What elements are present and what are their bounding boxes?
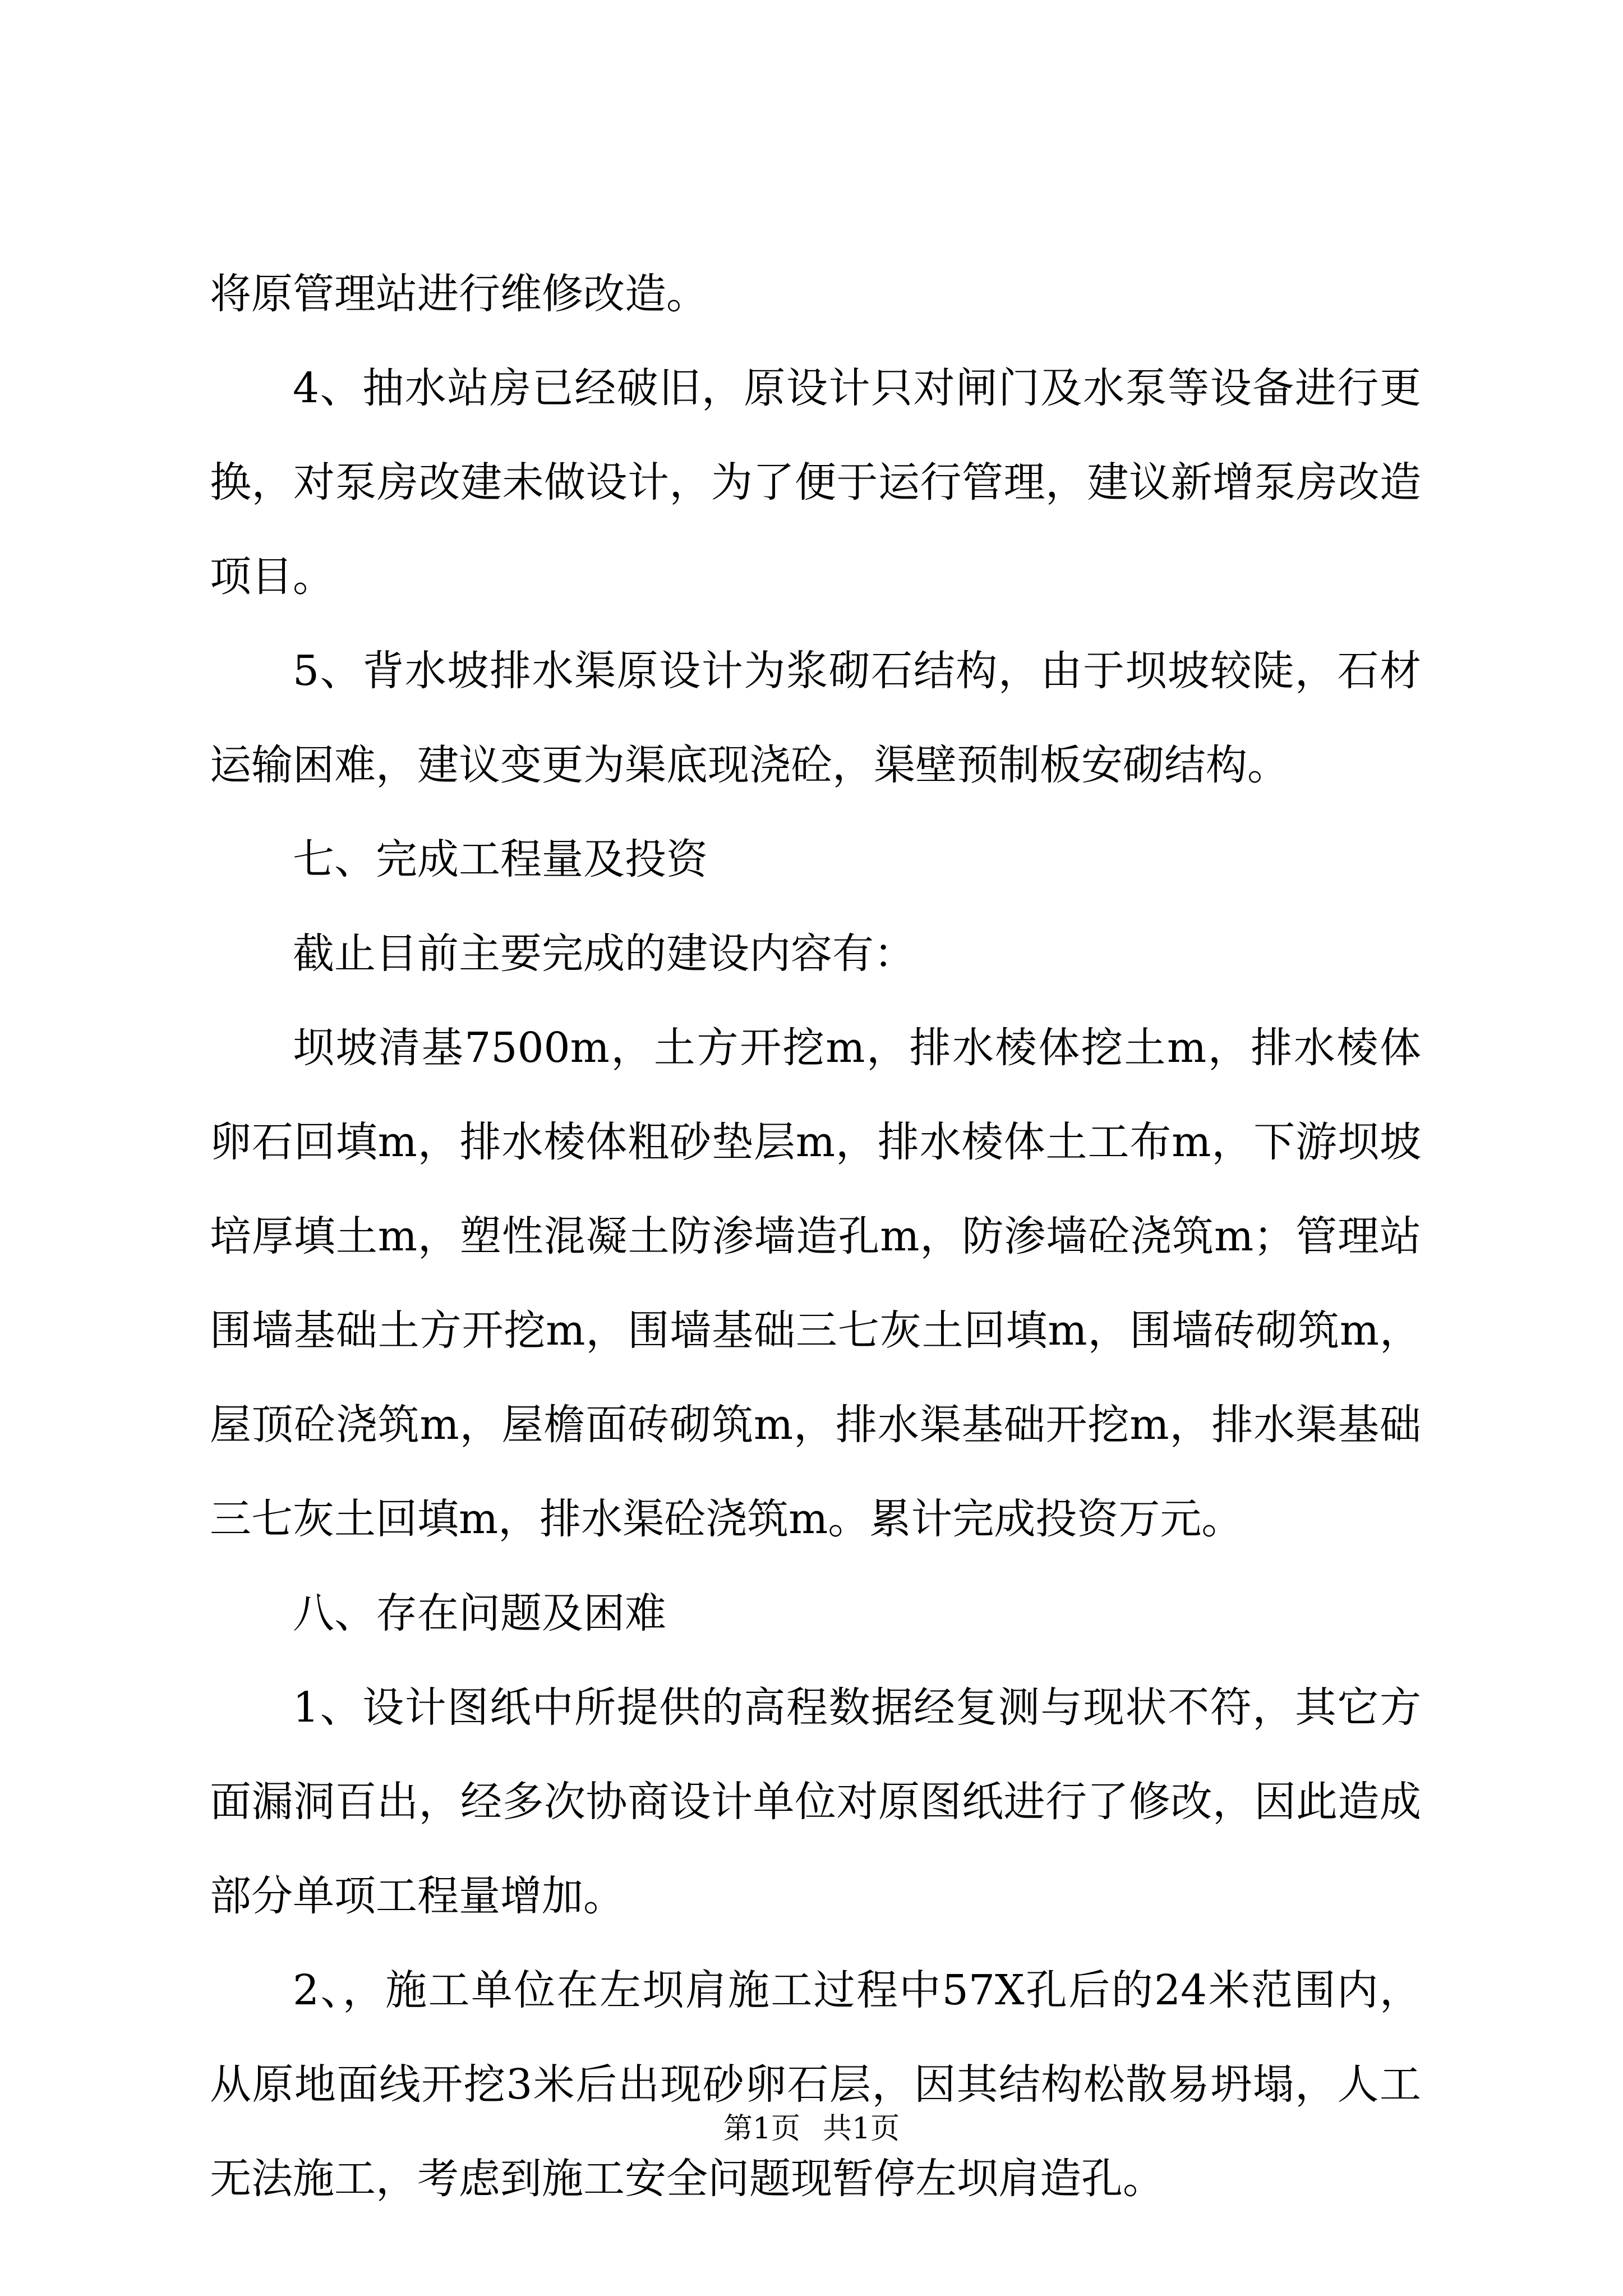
page-number: 第1页: [723, 2112, 800, 2146]
document-body: [210, 247, 1421, 2226]
paragraph-quantities: 坝坡清基7500m，土方开挖m，排水棱体挖土m，排水棱体卵石回填m，排水棱体粗砂垫层m，排水棱体土工布m，下游坝坡培厚填土m，塑性混凝土防渗墙造孔m，防渗墙砼浇筑m；管理站围墙基础土方开挖m，围墙基础三七灰土回填m，围墙砖砌筑m，屋顶砼浇筑m，屋檐面砖砌筑m，排水渠基础开挖m，排水渠基础三七灰土回填m，排水渠砼浇筑m。累计完成投资万元。: [210, 1024, 1421, 1543]
paragraph-intro: 截止目前主要完成的建设内容有：: [293, 930, 915, 978]
paragraph-problem-1: 1、设计图纸中所提供的高程数据经复测与现状不符，其它方面漏洞百出，经多次协商设计单位对原图纸进行了修改，因此造成部分单项工程量增加。: [210, 1683, 1421, 1920]
paragraph-problem-2: 2、，施工单位在左坝肩施工过程中57X孔后的24米范围内，从原地面线开挖3米后出现砂卵石层，因其结构松散易坍塌，人工无法施工，考虑到施工安全问题现暂停左坝肩造孔。: [210, 1966, 1421, 2203]
section-heading-8: 八、存在问题及困难: [293, 1589, 666, 1637]
page-footer: [0, 2106, 1623, 2151]
section-heading-7: 七、完成工程量及投资: [293, 835, 708, 884]
page-total: 共1页: [823, 2112, 900, 2146]
paragraph-continuation: 将原管理站进行维修改造。: [210, 270, 708, 318]
paragraph-item-5: 5、背水坡排水渠原设计为浆砌石结构，由于坝坡较陡，石材运输困难，建议变更为渠底现浇砼，渠壁预制板安砌结构。: [210, 647, 1421, 789]
paragraph-item-4: 4、抽水站房已经破旧，原设计只对闸门及水泵等设备进行更换，对泵房改建未做设计，为了便于运行管理，建议新增泵房改造项目。: [210, 364, 1421, 601]
